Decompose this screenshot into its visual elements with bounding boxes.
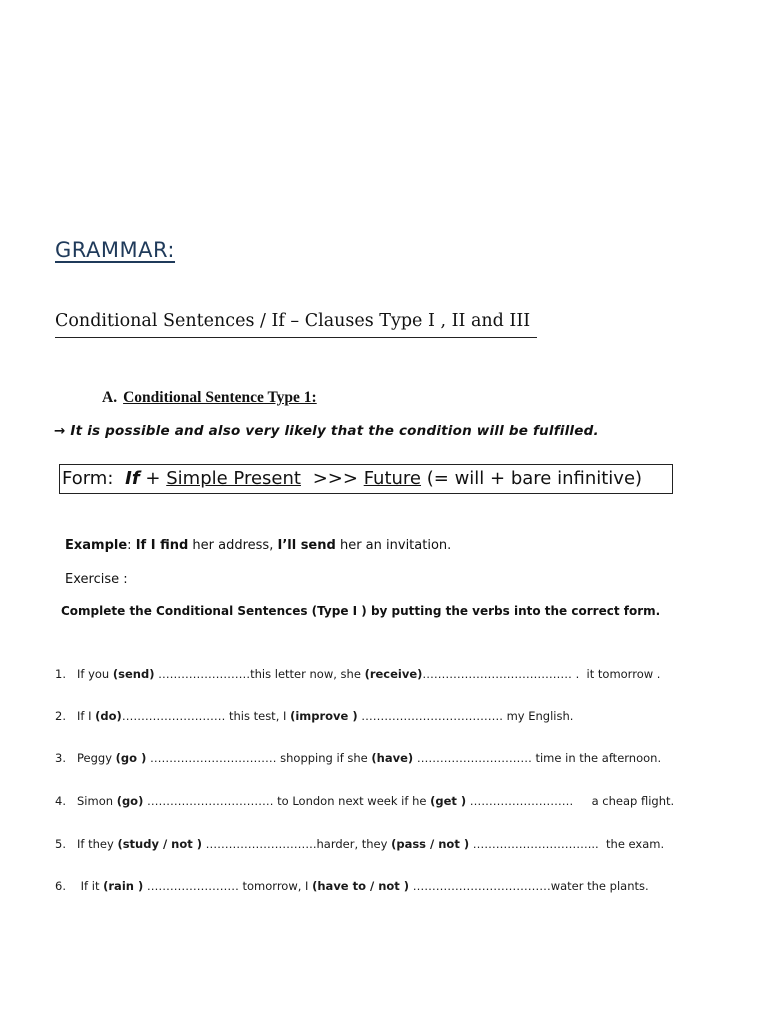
example-if-clause: If I find bbox=[135, 538, 189, 553]
subtitle: Conditional Sentences / If – Clauses Type I , II and III bbox=[55, 311, 537, 338]
exercise-text: ……………………this letter now, she bbox=[154, 667, 365, 681]
form-box bbox=[59, 464, 673, 494]
exercise-text: If it bbox=[77, 879, 104, 893]
verb-prompt: (study / not ) bbox=[117, 837, 203, 851]
exercise-text: ………………………………water the plants. bbox=[409, 879, 649, 893]
exercise-item bbox=[55, 751, 661, 765]
verb-prompt: (send) bbox=[112, 667, 155, 681]
exercise-text: If I bbox=[77, 709, 96, 723]
verb-prompt: (receive) bbox=[364, 667, 423, 681]
section-a-title: Conditional Sentence Type 1: bbox=[123, 389, 317, 406]
exercise-text: ………………………… time in the afternoon. bbox=[413, 751, 662, 765]
example-main-verb: I’ll send bbox=[277, 538, 336, 553]
exercise-text: …………………… tomorrow, I bbox=[143, 879, 313, 893]
verb-prompt: (get ) bbox=[430, 794, 467, 808]
exercise-text: ………………………………. my English. bbox=[357, 709, 574, 723]
form-plus: + bbox=[145, 468, 161, 489]
exercise-text: …………………………... the exam. bbox=[469, 837, 665, 851]
form-label: Form: bbox=[62, 468, 114, 489]
exercise-number: 3. bbox=[55, 751, 66, 765]
example-colon: : bbox=[127, 538, 132, 553]
verb-prompt: (rain ) bbox=[103, 879, 144, 893]
exercise-number: 6. bbox=[55, 879, 66, 893]
form-if: If bbox=[125, 468, 140, 489]
example-end: her an invitation. bbox=[339, 538, 452, 553]
exercise-text: ……………………… a cheap flight. bbox=[466, 794, 675, 808]
exercise-text: ………………………………… . it tomorrow . bbox=[422, 667, 661, 681]
exercise-number: 1. bbox=[55, 667, 66, 681]
form-simple-present: Simple Present bbox=[166, 468, 301, 489]
form-arrows: >>> bbox=[312, 468, 358, 489]
exercise-item bbox=[55, 794, 674, 808]
exercise-label: Exercise : bbox=[65, 572, 128, 587]
verb-prompt: (have to / not ) bbox=[312, 879, 410, 893]
verb-prompt: (go ) bbox=[115, 751, 147, 765]
exercise-text: …………………………… shopping if she bbox=[146, 751, 372, 765]
section-a-heading bbox=[102, 389, 317, 407]
verb-prompt: (go) bbox=[116, 794, 144, 808]
exercise-number: 5. bbox=[55, 837, 66, 851]
exercise-item bbox=[55, 837, 664, 851]
example-line bbox=[65, 538, 451, 553]
verb-prompt: (pass / not ) bbox=[391, 837, 470, 851]
exercise-text: If they bbox=[77, 837, 118, 851]
exercise-number: 2. bbox=[55, 709, 66, 723]
verb-prompt: (do) bbox=[95, 709, 122, 723]
form-future: Future bbox=[363, 468, 422, 489]
exercise-item bbox=[55, 879, 649, 893]
section-a-prefix: A. bbox=[102, 389, 118, 406]
exercise-text: If you bbox=[77, 667, 113, 681]
verb-prompt: (improve ) bbox=[290, 709, 358, 723]
exercise-text: ……………………… this test, I bbox=[121, 709, 291, 723]
exercise-text: ………………………..harder, they bbox=[202, 837, 392, 851]
exercise-item bbox=[55, 667, 660, 681]
exercise-number: 4. bbox=[55, 794, 66, 808]
verb-prompt: (have) bbox=[371, 751, 414, 765]
exercise-text: Peggy bbox=[77, 751, 116, 765]
example-label: Example bbox=[65, 538, 128, 553]
instruction: Complete the Conditional Sentences (Type I ) by putting the verbs into the correct form. bbox=[61, 604, 661, 618]
exercise-text: Simon bbox=[77, 794, 117, 808]
explanation: → It is possible and also very likely that the condition will be fulfilled. bbox=[54, 423, 599, 439]
exercise-item bbox=[55, 709, 573, 723]
form-rest: (= will + bare infinitive) bbox=[426, 468, 643, 489]
exercise-text: …………………………… to London next week if he bbox=[143, 794, 431, 808]
heading: GRAMMAR: bbox=[55, 238, 176, 262]
example-mid: her address, bbox=[192, 538, 274, 553]
